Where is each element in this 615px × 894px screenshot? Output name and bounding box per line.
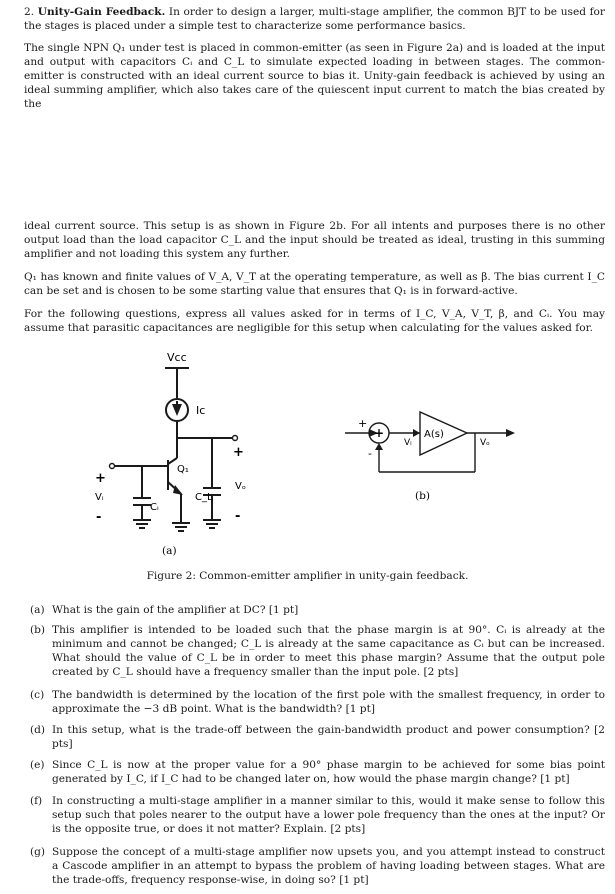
output-minus-sign: - <box>235 509 241 524</box>
question-label: (b) <box>30 624 46 636</box>
figure-2a-label: (a) <box>162 545 177 557</box>
amp-arrow-icon <box>413 429 420 437</box>
input-minus-sign: - <box>96 510 102 525</box>
ic-label: Ic <box>196 404 206 417</box>
gain-label: A(s) <box>424 429 444 440</box>
question-label: (c) <box>30 689 45 701</box>
question-text: Suppose the concept of a multi-stage amplifier now upsets you, and you attempt instead to construct a Cascode amplifier in an attempt to bypass the problem of having loading between stages. What are the trade-offs, frequency response-wise, in doing so? [1 pt] <box>52 846 605 886</box>
figure-2b-label: (b) <box>415 490 431 502</box>
problem-title: Unity-Gain Feedback. <box>37 6 166 18</box>
input-terminal <box>110 464 115 469</box>
figure-2a-circuit <box>95 348 265 563</box>
question-d <box>30 723 605 751</box>
figure-caption: Figure 2: Common-emitter amplifier in unity-gain feedback. <box>146 570 469 582</box>
question-e <box>30 758 605 786</box>
question-c <box>30 688 605 716</box>
output-plus-sign: + <box>233 445 244 460</box>
vcc-label: Vcc <box>167 351 187 364</box>
vi-node-label: Vᵢ <box>404 438 412 448</box>
question-label: (a) <box>30 604 45 616</box>
paragraph-2: ideal current source. This setup is as shown in Figure 2b. For all intents and purposes there is no other output load than the load capacitor C_L and the input should be treated as ideal, trusting in this summing amplifier and not loading this system any further. <box>24 220 605 260</box>
problem-number: 2. <box>24 6 35 18</box>
question-text: Since C_L is now at the proper value for a 90° phase margin to be achieved for some bias point generated by I_C, if I_C had to be changed later on, how would the phase margin change? [1 pt] <box>52 759 605 785</box>
question-text: In this setup, what is the trade-off between the gain-bandwidth product and power consumption? [2 pts] <box>52 724 605 750</box>
figure-2b-block-diagram <box>340 400 525 505</box>
paragraph-3: Q₁ has known and finite values of V_A, V_T at the operating temperature, as well as β. The bias current I_C can be set and is chosen to be some starting value that ensures that Q₁ is in forward-active. <box>24 271 605 297</box>
q1-label: Q₁ <box>177 464 189 475</box>
output-terminal <box>233 436 238 441</box>
question-label: (e) <box>30 759 45 771</box>
question-text: In constructing a multi-stage amplifier in a manner similar to this, would it make sense to follow this setup such that poles nearer to the output have a lower pole frequency than the ones at the input? Or is the opposite true, or does it not matter? Explain. [2 pts] <box>52 795 605 835</box>
input-plus-sign: + <box>95 471 106 486</box>
question-a <box>30 603 605 617</box>
emitter-arrow-icon <box>173 485 183 495</box>
question-label: (f) <box>30 795 43 807</box>
paragraph-1: The single NPN Q₁ under test is placed in common-emitter (as seen in Figure 2a) and is loaded at the input and output with capacitors Cᵢ and C_L to simulate expected loading in between stages. The common-emitter is constructed with an ideal current source to bias it. Unity-gain feedback is achieved by using an ideal summing amplifier, which also takes care of the quiescent input current to match the bias created by the <box>24 42 605 110</box>
vo-node-label: Vₒ <box>480 438 490 448</box>
sum-plus-sign: + <box>374 426 385 440</box>
question-label: (g) <box>30 846 46 858</box>
output-arrow-icon <box>506 429 515 437</box>
question-text: This amplifier is intended to be loaded such that the phase margin is at 90°. Cᵢ is already at the minimum and cannot be changed; C_L is already at the same capacitance as Cᵢ but can be increased. What should the value of C_L be in order to meet this phase margin? Assume that the output pole created by C_L should have a frequency smaller than the input pole. [2 pts] <box>52 624 605 678</box>
question-label: (d) <box>30 724 46 736</box>
cl-label: C_L <box>195 492 213 503</box>
problem-intro-text: In order to design a larger, multi-stage amplifier, the common BJT to be used for the stages is placed under a simple test to characterize some performance basics. <box>24 6 605 32</box>
question-text: The bandwidth is determined by the location of the first pole with the smallest frequency, in order to approximate the −3 dB point. What is the bandwidth? [1 pt] <box>52 689 605 715</box>
ci-label: Cᵢ <box>150 502 159 513</box>
vo-label: Vₒ <box>235 481 246 492</box>
question-f <box>30 794 605 836</box>
top-plus-sign: + <box>358 417 368 430</box>
feedback-arrow-icon <box>375 443 383 450</box>
question-b <box>30 623 605 679</box>
question-text: What is the gain of the amplifier at DC? [1 pt] <box>52 604 299 616</box>
question-g <box>30 845 605 887</box>
problem-intro <box>24 5 605 33</box>
paragraph-4: For the following questions, express all values asked for in terms of I_C, V_A, V_T, β, and Cᵢ. You may assume that parasitic capacitances are negligible for this setup when calculating for the values asked for. <box>24 308 605 334</box>
feedback-minus-sign: - <box>368 447 372 460</box>
vi-label: Vᵢ <box>95 492 104 503</box>
